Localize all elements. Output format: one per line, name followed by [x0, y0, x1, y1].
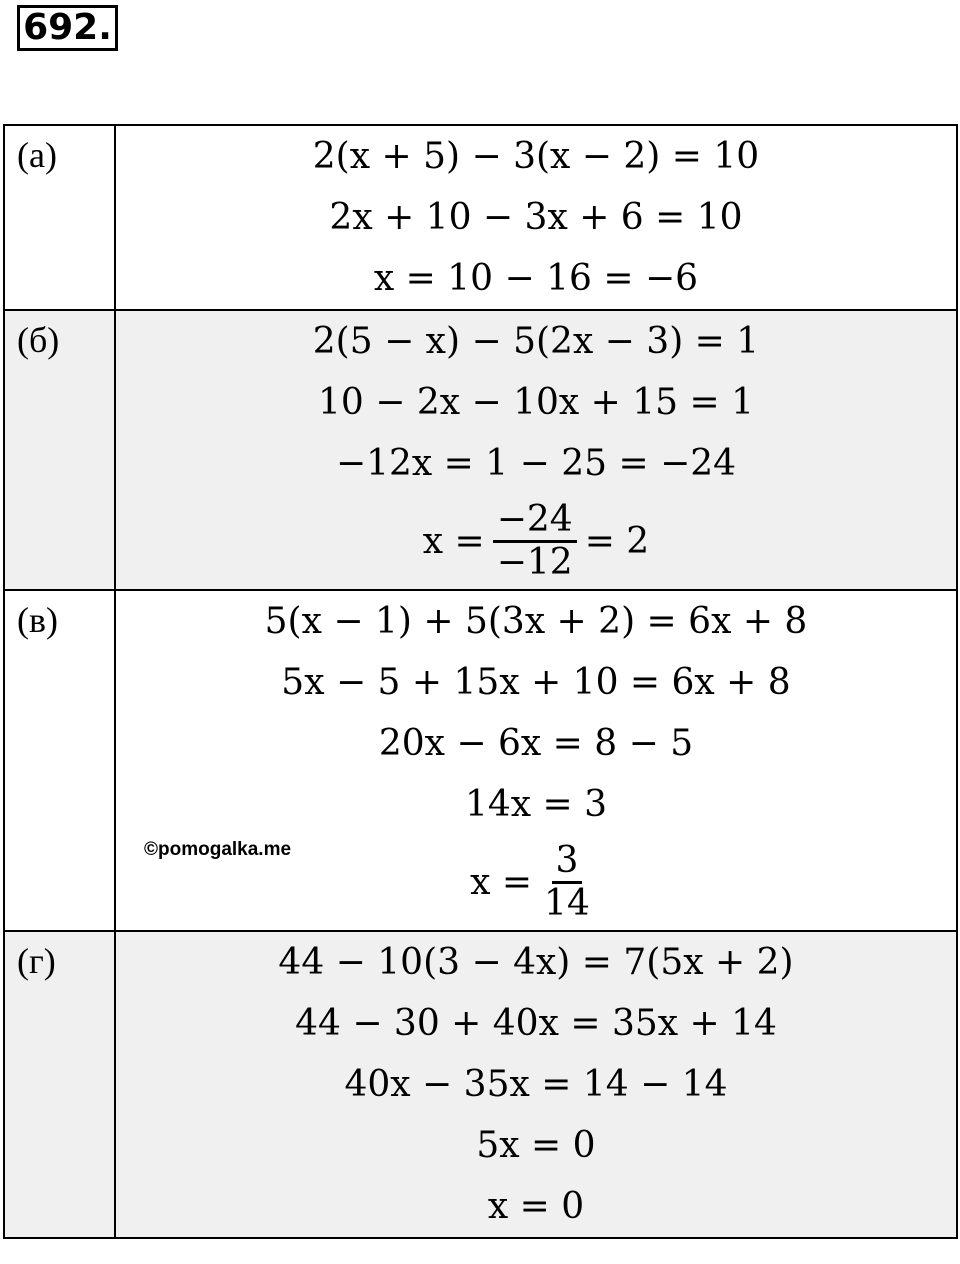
equation-line: x = 10 − 16 = −6	[373, 258, 699, 299]
part-a-row	[4, 125, 957, 310]
equation-line: 5x − 5 + 15x + 10 = 6x + 8	[281, 662, 791, 703]
part-b-solution	[115, 310, 957, 590]
solutions-table	[3, 124, 958, 1239]
part-v-row	[4, 590, 957, 931]
equation-line: 14x = 3	[464, 784, 608, 825]
problem-number: 692.	[17, 5, 118, 51]
part-g-solution	[115, 931, 957, 1238]
part-g-row	[4, 931, 957, 1238]
part-label: (в)	[4, 590, 115, 931]
equation-line: 20x − 6x = 8 − 5	[378, 723, 694, 764]
equation-line: 40x − 35x = 14 − 14	[344, 1064, 728, 1105]
watermark: ©pomogalka.me	[144, 839, 292, 860]
equation-line: 44 − 30 + 40x = 35x + 14	[295, 1003, 777, 1044]
fraction-numerator: −24	[493, 500, 577, 543]
equation-line: −12x = 1 − 25 = −24	[335, 443, 737, 484]
equation-line: 2(x + 5) − 3(x − 2) = 10	[312, 136, 760, 177]
equation-line: 10 − 2x − 10x + 15 = 1	[317, 382, 755, 423]
equation-line: 5(x − 1) + 5(3x + 2) = 6x + 8	[264, 601, 808, 642]
equation-line: 2x + 10 − 3x + 6 = 10	[329, 197, 743, 238]
fraction-denominator: −12	[496, 542, 573, 583]
part-v-solution	[115, 590, 957, 931]
fraction	[540, 841, 594, 924]
fraction-denominator: 14	[544, 883, 590, 924]
equation-line: x = 0	[487, 1186, 585, 1227]
fraction-equation	[116, 494, 956, 589]
fraction-lhs: x =	[422, 521, 485, 562]
part-label: (г)	[4, 931, 115, 1238]
part-label: (а)	[4, 125, 115, 310]
equation-line: 44 − 10(3 − 4x) = 7(5x + 2)	[278, 942, 794, 983]
equation-line: 5x = 0	[476, 1125, 596, 1166]
equation-line: 2(5 − x) − 5(2x − 3) = 1	[312, 321, 760, 362]
part-b-row	[4, 310, 957, 590]
fraction-lhs: x =	[470, 862, 533, 903]
fraction-numerator: 3	[552, 841, 583, 884]
part-label: (б)	[4, 310, 115, 590]
part-a-solution	[115, 125, 957, 310]
fraction	[493, 500, 577, 583]
fraction-rhs: = 2	[584, 521, 650, 562]
